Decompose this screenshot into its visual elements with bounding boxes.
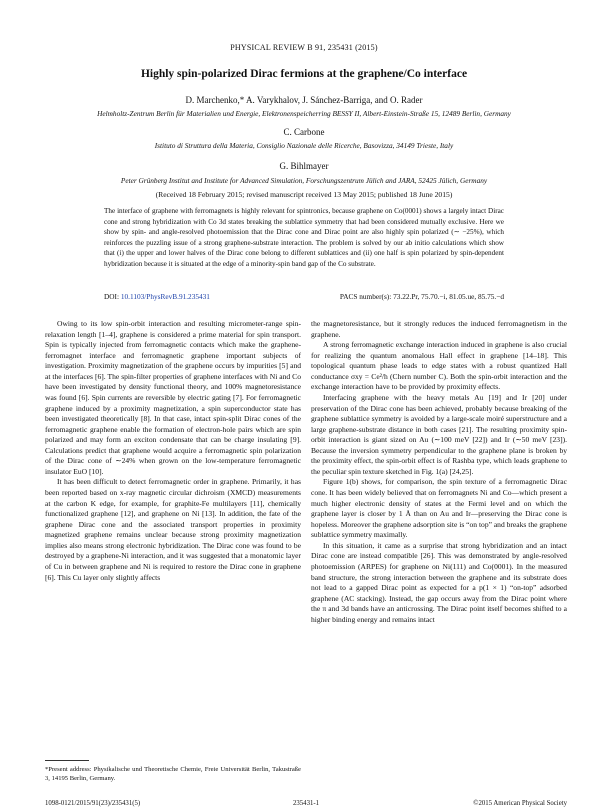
paragraph: Figure 1(b) shows, for comparison, the spin texture of a ferromagnetic Dirac cone. It has been widely believed that on ferromagnets Ni and Co—which present a much higher electronic density of states at the Fermi level and on which the graphene layer is closer by 1 Å than on Au and Ir—preserving the Dirac cone is hopeless. Moreover the graphene adsorption site is “on top” and breaks the graphene sublattice symmetry maximally. — [311, 477, 567, 540]
copyright: ©2015 American Physical Society — [473, 800, 567, 807]
abstract: The interface of graphene with ferromagnets is highly relevant for spintronics, because graphene on Co(0001) shows a largely intact Dirac cone and strong hybridization with Co 3d states breaking the sublattice symmetry that had been considered mutually exclusive. Here we show by spin- and angle-resolved photoemission that the Dirac cone and Dirac point are also highly spin polarized (∼ −25%), which reinforces the puzzling issue of a strong graphene-substrate interaction. The problem is solved by our ab initio calculations which show that (i) the upper and lower halves of the Dirac cone belong to different sublattices and (ii) one half is spin polarized by spin-dependent hybridization because it is situated at the edge of a minority-spin band gap of the Co substrate. — [104, 207, 504, 268]
paragraph: In this situation, it came as a surprise that strong hybridization and an intact Dirac cone are instead compatible [26]. This was demonstrated by angle-resolved photoemission (ARPES) for graphene on Ni(111) and Co(0001). In the measured band structure, the strong interaction between the graphene and its substrate does not lead to a gapped Dirac point as expected for a p(1 × 1) “on-top” adsorbed graphene (AC stacking). Instead, the gap occurs away from the Dirac point where the π and 3d bands have an anticrossing. The Dirac point itself becomes shifted to a higher binding energy and remains intact — [311, 540, 567, 624]
page-footer — [45, 800, 567, 807]
doi-link[interactable]: 10.1103/PhysRevB.91.235431 — [120, 292, 210, 301]
author-carbone: C. Carbone — [283, 127, 325, 137]
affiliation-hzb: Helmholtz-Zentrum Berlin für Materialien und Energie, Elektronenspeicherring BESSY II, Albert-Einstein-Straße 15, 12489 Berlin, Germany — [97, 109, 511, 118]
affiliation-juelich: Peter Grünberg Institut and Institute for Advanced Simulation, Forschungszentrum Jülich and JARA, 52425 Jülich, Germany — [120, 176, 488, 185]
page-number: 235431-1 — [292, 800, 320, 807]
paper-title: Highly spin-polarized Dirac fermions at the graphene/Co interface — [140, 68, 468, 80]
doi-pacs-line — [104, 292, 504, 301]
body-column-left — [45, 319, 301, 583]
paragraph: A strong ferromagnetic exchange interaction induced in graphene is also crucial for realizing the quantum anomalous Hall effect in graphene [14–18]. This topological quantum phase leads to edge states with a robust quantized Hall conductance σxy = Ce²/h (Chern number C). Both the spin-orbit interaction and the exchange interaction have to be provided by proximity effects. — [311, 340, 567, 392]
paragraph: Owing to its low spin-orbit interaction and resulting micrometer-range spin-relaxation length [1–4], graphene is considered a prime material for spin transport. Spin is typically injected from ferromagnetic contacts which make the graphene-ferromagnet interface and ferromagnetic graphene important subjects of investigation. Proximity magnetization of the graphene occurs by impurities [5] and at the interfaces [6]. The spin-filter properties of graphene interfaces with Ni and Co have been investigated by density functional theory, and 100% magnetoresistance was found [6]. Spin currents are reversible by electric gating [7]. For ferromagnetic graphene induced by a proximity magnetization, a spin superconductor state has been investigated theoretically [8]. In that case, intact spin-split Dirac cones of the ferromagnetic graphene enable the formation of electron-hole pairs which are spin polarized and may form an exciton condensate that can be charge insulating [9]. Calculations predict that graphene would acquire a ferromagnetic spin polarization of the Dirac cone of ∼24% when grown on the low-temperature ferromagnetic insulator EuO [10]. — [45, 319, 301, 476]
paragraph: It has been difficult to detect ferromagnetic order in graphene. Primarily, it has been reported based on x-ray magnetic circular dichroism (XMCD) measurements at the carbon K edge, for example, for graphite-Fe multilayers [11], chemically functionalized graphene [12], and graphene on Ni [13]. In addition, the fate of the graphene Dirac cone and the associated transport properties in proximity magnetized graphene remains unclear because strong proximity magnetization implies also means strong electronic hybridization. The Dirac cone was found to be destroyed by a graphene-Ni interaction, and it was suggested that a monatomic layer of Cu in between graphene and Ni is required to restore the Dirac cone in graphene [6]. This Cu layer only slightly affects — [45, 477, 301, 582]
paragraph: Interfacing graphene with the heavy metals Au [19] and Ir [20] under preservation of the Dirac cone has been achieved, probably because breaking of the graphene sublattice symmetry is avoided by a large-scale moiré superstructure and a large graphene-substrate distance in both cases [21]. The resulting proximity spin-orbit interaction is giant sized on Au (∼100 meV [22]) and Ir (∼50 meV [23]). Because the inversion symmetry perpendicular to the graphene plane is broken by the proximity effect, the spin-orbit effect is of Rashba type, which leads graphene to the peculiar spin texture sketched in Fig. 1(a) [24,25]. — [311, 392, 567, 476]
author-list: D. Marchenko,* A. Varykhalov, J. Sánchez-Barriga, and O. Rader — [185, 95, 423, 105]
body-column-right — [311, 319, 567, 625]
paragraph: the magnetoresistance, but it strongly reduces the induced ferromagnetism in the graphene. — [311, 319, 567, 339]
doi-label: DOI: — [104, 292, 121, 301]
journal-header: PHYSICAL REVIEW B 91, 235431 (2015) — [230, 43, 378, 52]
pacs-numbers: PACS number(s): 73.22.Pr, 75.70.−i, 81.05.ue, 85.75.−d — [339, 292, 504, 301]
author-bihlmayer: G. Bihlmayer — [279, 161, 329, 171]
affiliation-ism: Istituto di Struttura della Materia, Consiglio Nazionale delle Ricerche, Basovizza, 34149 Trieste, Italy — [154, 141, 454, 150]
footnote-rule — [45, 760, 89, 761]
received-dates: (Received 18 February 2015; revised manuscript received 13 May 2015; published 18 June 2015) — [155, 190, 453, 199]
footnote: *Present address: Physikalische und Theoretische Chemie, Freie Universität Berlin, Takustraße 3, 14195 Berlin, Germany. — [45, 766, 301, 782]
footer-code: 1098-0121/2015/91(23)/235431(5) — [45, 800, 141, 807]
